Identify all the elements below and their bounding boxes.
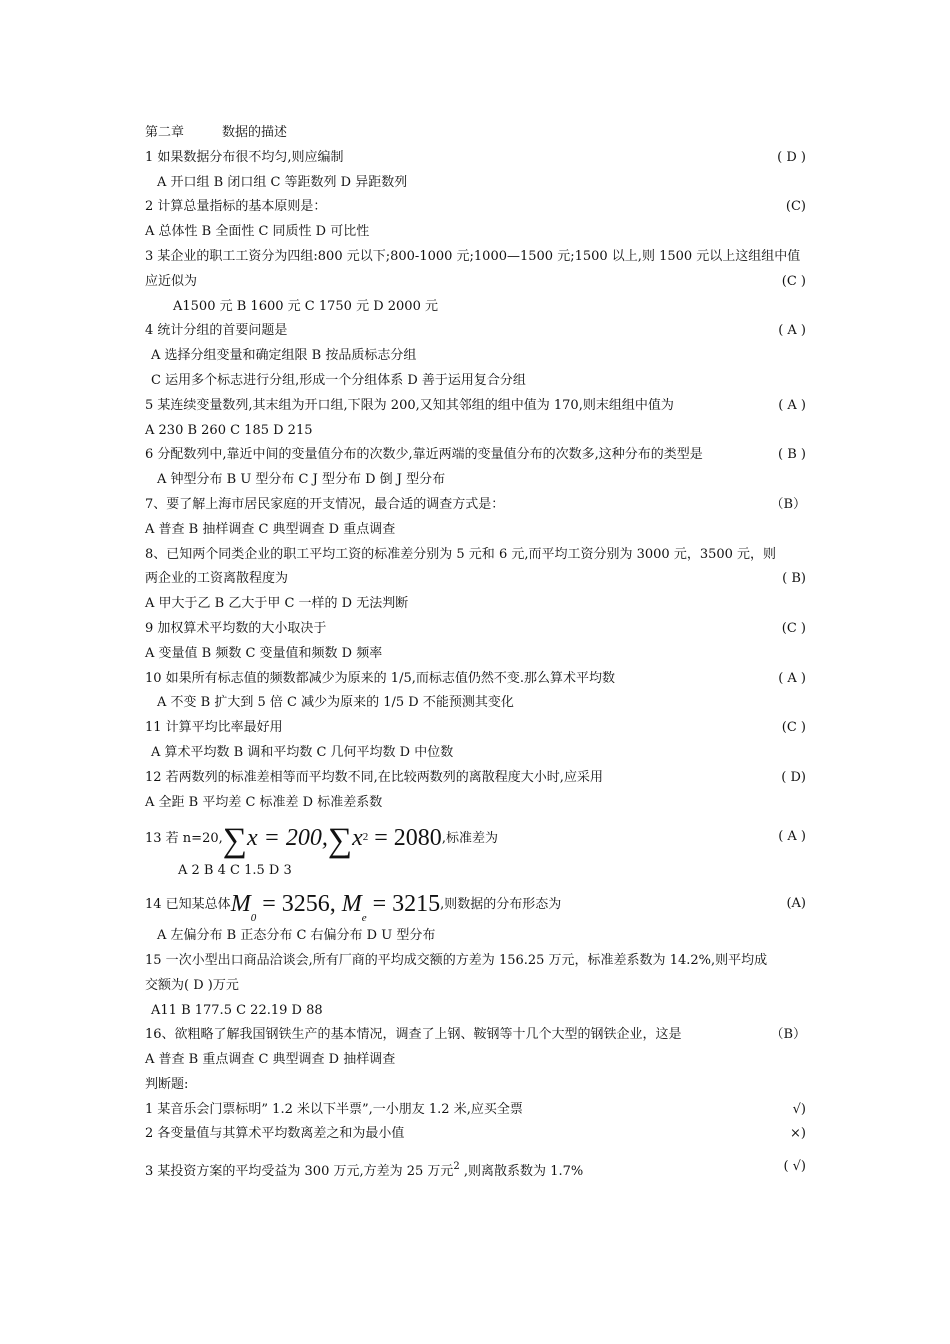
question-14-options: A 左偏分布 B 正态分布 C 右偏分布 D U 型分布 — [157, 928, 436, 944]
chapter-number: 第二章 — [145, 125, 185, 140]
question-8-stem: 8、已知两个同类企业的职工平均工资的标准差分别为 5 元和 6 元,而平均工资分别为 3000 元，3500 元，则 — [145, 546, 777, 562]
question-1-stem: 1 如果数据分布很不均匀,则应编制 ( D ) — [145, 146, 810, 171]
chapter-title: 数据的描述 — [222, 125, 288, 140]
question-3-stem: 3 某企业的职工工资分为四组:800 元以下;800-1000 元;1000—1500 元;1500 以上,则 1500 元以上这组组中值 — [145, 248, 801, 264]
question-12-stem: 12 若两数列的标准差相等而平均数不同,在比较两数列的离散程度大小时,应采用 ( D) — [145, 766, 810, 791]
question-16-options: A 普查 B 重点调查 C 典型调查 D 抽样调查 — [145, 1052, 396, 1068]
question-6-stem: 6 分配数列中,靠近中间的变量值分布的次数少,靠近两端的变量值分布的次数多,这种分布的类型是 ( B ) — [145, 443, 810, 468]
question-2-stem: 2 计算总量指标的基本原则是： (C) — [145, 195, 810, 220]
answer: ( B) — [782, 571, 806, 587]
answer: ( B ) — [778, 447, 806, 463]
question-2-options: A 总体性 B 全面性 C 同质性 D 可比性 — [145, 224, 370, 240]
formula-mode-median: $M_0 = 3256$, $M_e = 3215$ — [230, 891, 441, 925]
question-3-options: A1500 元 B 1600 元 C 1750 元 D 2000 元 — [173, 298, 438, 314]
question-13-stem: 13 若 $n=20,\sum x = 200,\sum x^2 = 2080$,标准差为 ( A ) — [145, 815, 810, 859]
question-15-stem-cont: 交额为( D )万元 — [145, 977, 239, 993]
question-10-stem: 10 如果所有标志值的频数都减少为原来的 1/5,而标志值仍然不变.那么算术平均数 ( A ) — [145, 667, 810, 692]
question-11-stem: 11 计算平均比率最好用 (C ) — [145, 716, 810, 741]
answer: （B） — [770, 1027, 806, 1043]
question-6-options: A 钟型分布 B U 型分布 C J 型分布 D 倒 J 型分布 — [157, 472, 446, 488]
question-4-stem: 4 统计分组的首要问题是 ( A ) — [145, 319, 810, 344]
answer: ( A ) — [778, 397, 806, 413]
answer: (C ) — [781, 273, 806, 289]
answer: ( A ) — [778, 323, 806, 339]
question-4-options-cont: C 运用多个标志进行分组,形成一个分组体系 D 善于运用复合分组 — [151, 372, 526, 388]
question-15-options: A11 B 177.5 C 22.19 D 88 — [151, 1002, 323, 1018]
judgment-item-2: 2 各变量值与其算术平均数离差之和为最小值 ×) — [145, 1122, 810, 1147]
question-10-options: A 不变 B 扩大到 5 倍 C 减少为原来的 1/5 D 不能预测其变化 — [157, 695, 514, 711]
question-8-stem-cont: 两企业的工资离散程度为 ( B) — [145, 567, 810, 592]
chapter-heading — [145, 121, 810, 146]
question-12-options: A 全距 B 平均差 C 标准差 D 标准差系数 — [145, 794, 383, 810]
question-3-stem-cont: 应近似为 (C ) — [145, 270, 810, 295]
answer: ( A ) — [778, 670, 806, 686]
judgment-item-3: 3 某投资方案的平均受益为 300 万元,方差为 25 万元$^2$ ,则离散系数为 1.7% ( √) — [145, 1147, 810, 1187]
question-14-stem: 14 已知某总体$M_0 = 3256$, $M_e = 3215$,则数据的分布形态为 (A) — [145, 884, 810, 924]
answer: ( √) — [783, 1159, 806, 1175]
question-4-options: A 选择分组变量和确定组限 B 按品质标志分组 — [151, 348, 417, 364]
question-9-options: A 变量值 B 频数 C 变量值和频数 D 频率 — [145, 645, 383, 661]
question-5-stem: 5 某连续变量数列,其末组为开口组,下限为 200,又知其邻组的组中值为 170,则末组组中值为 ( A ) — [145, 394, 810, 419]
answer: (A) — [786, 896, 806, 912]
question-1-options: A 开口组 B 闭口组 C 等距数列 D 异距数列 — [157, 174, 408, 190]
judgment-title: 判断题: — [145, 1076, 189, 1092]
formula-sum: $\sum x = 200,\sum x^2 = 2080$ — [222, 822, 442, 860]
question-5-options: A 230 B 260 C 185 D 215 — [145, 422, 313, 438]
question-11-options: A 算术平均数 B 调和平均数 C 几何平均数 D 中位数 — [151, 744, 454, 760]
answer: (C ) — [781, 720, 806, 736]
question-8-options: A 甲大于乙 B 乙大于甲 C 一样的 D 无法判断 — [145, 596, 409, 612]
answer: ( A ) — [778, 829, 806, 845]
question-15-stem: 15 一次小型出口商品洽谈会,所有厂商的平均成交额的方差为 156.25 万元，标准差系数为 14.2%,则平均成 — [145, 952, 768, 968]
answer: (C) — [785, 199, 806, 215]
answer: （B） — [770, 496, 806, 512]
question-16-stem: 16、欲粗略了解我国钢铁生产的基本情况，调查了上钢、鞍钢等十几个大型的钢铁企业，这是 （B） — [145, 1023, 810, 1048]
answer: √) — [792, 1101, 806, 1117]
question-13-options: A 2 B 4 C 1.5 D 3 — [178, 863, 292, 879]
judgment-item-1: 1 某音乐会门票标明” 1.2 米以下半票”,一小朋友 1.2 米,应买全票 √) — [145, 1098, 810, 1123]
answer: (C ) — [781, 620, 806, 636]
question-7-stem: 7、要了解上海市居民家庭的开支情况，最合适的调查方式是： （B） — [145, 493, 810, 518]
question-7-options: A 普查 B 抽样调查 C 典型调查 D 重点调查 — [145, 521, 396, 537]
answer: ×) — [790, 1126, 806, 1142]
answer: ( D ) — [777, 149, 806, 165]
answer: ( D) — [781, 769, 806, 785]
document-page — [145, 121, 810, 1187]
question-9-stem: 9 加权算术平均数的大小取决于 (C ) — [145, 617, 810, 642]
